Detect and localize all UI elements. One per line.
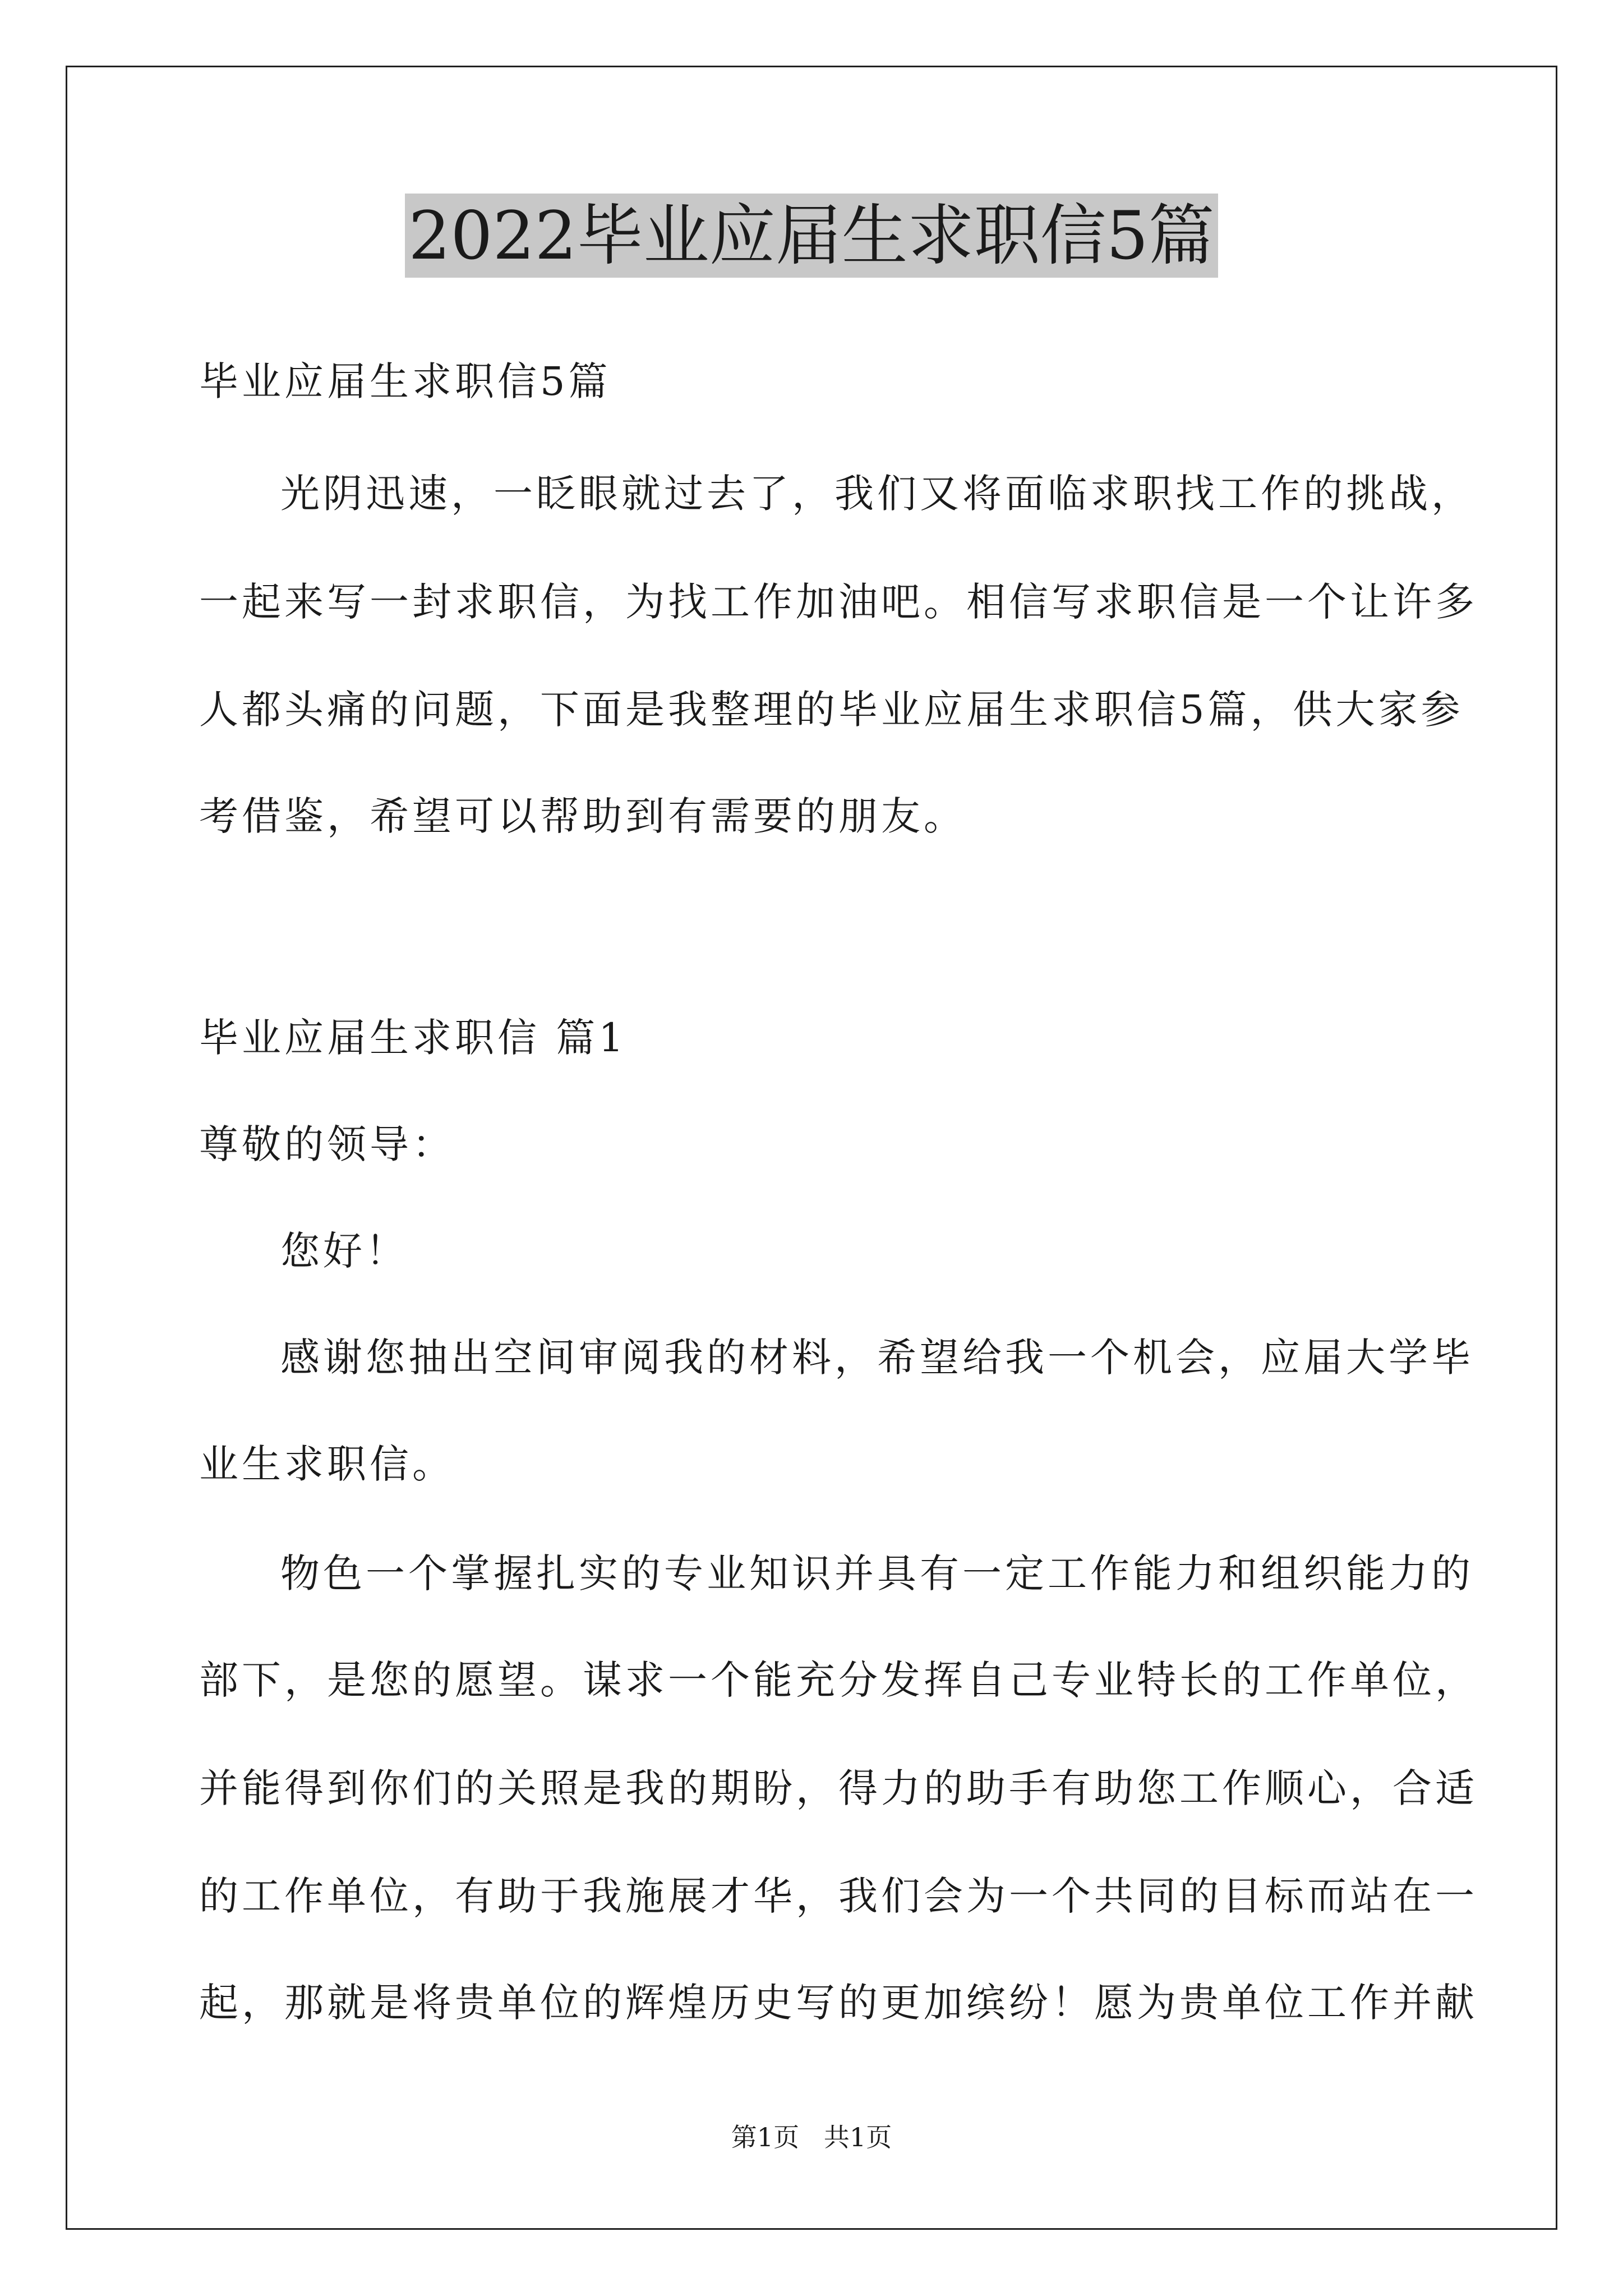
salutation: 尊敬的领导： [199,1121,455,1167]
intro-line: 人都头痛的问题，下面是我整理的毕业应届生求职信5篇，供大家参 [199,687,1464,733]
intro-line: 考借鉴，希望可以帮助到有需要的朋友。 [199,793,966,839]
paragraph-line: 的工作单位，有助于我施展才华，我们会为一个共同的目标而站在一 [199,1873,1478,1919]
intro-line: 一起来写一封求职信，为找工作加油吧。相信写求职信是一个让许多 [199,579,1478,625]
document-title-text: 2022毕业应届生求职信5篇 [405,194,1218,278]
paragraph-line: 起，那就是将贵单位的辉煌历史写的更加缤纷！愿为贵单位工作并献 [199,1980,1478,2026]
section-heading: 毕业应届生求职信 篇1 [199,1015,627,1061]
paragraph-line: 业生求职信。 [199,1441,455,1487]
paragraph-line: 物色一个掌握扎实的专业知识并具有一定工作能力和组织能力的 [280,1550,1474,1596]
greeting: 您好！ [280,1228,408,1274]
document-subtitle: 毕业应届生求职信5篇 [199,358,611,404]
paragraph-line: 并能得到你们的关照是我的期盼，得力的助手有助您工作顺心，合适 [199,1765,1478,1811]
paragraph-line: 感谢您抽出空间审阅我的材料，希望给我一个机会，应届大学毕 [280,1335,1474,1381]
page-footer: 第1页 共1页 [731,2122,892,2152]
paragraph-line: 部下，是您的愿望。谋求一个能充分发挥自己专业特长的工作单位， [199,1657,1478,1703]
document-title [0,196,1623,275]
intro-line: 光阴迅速，一眨眼就过去了，我们又将面临求职找工作的挑战， [280,471,1474,517]
